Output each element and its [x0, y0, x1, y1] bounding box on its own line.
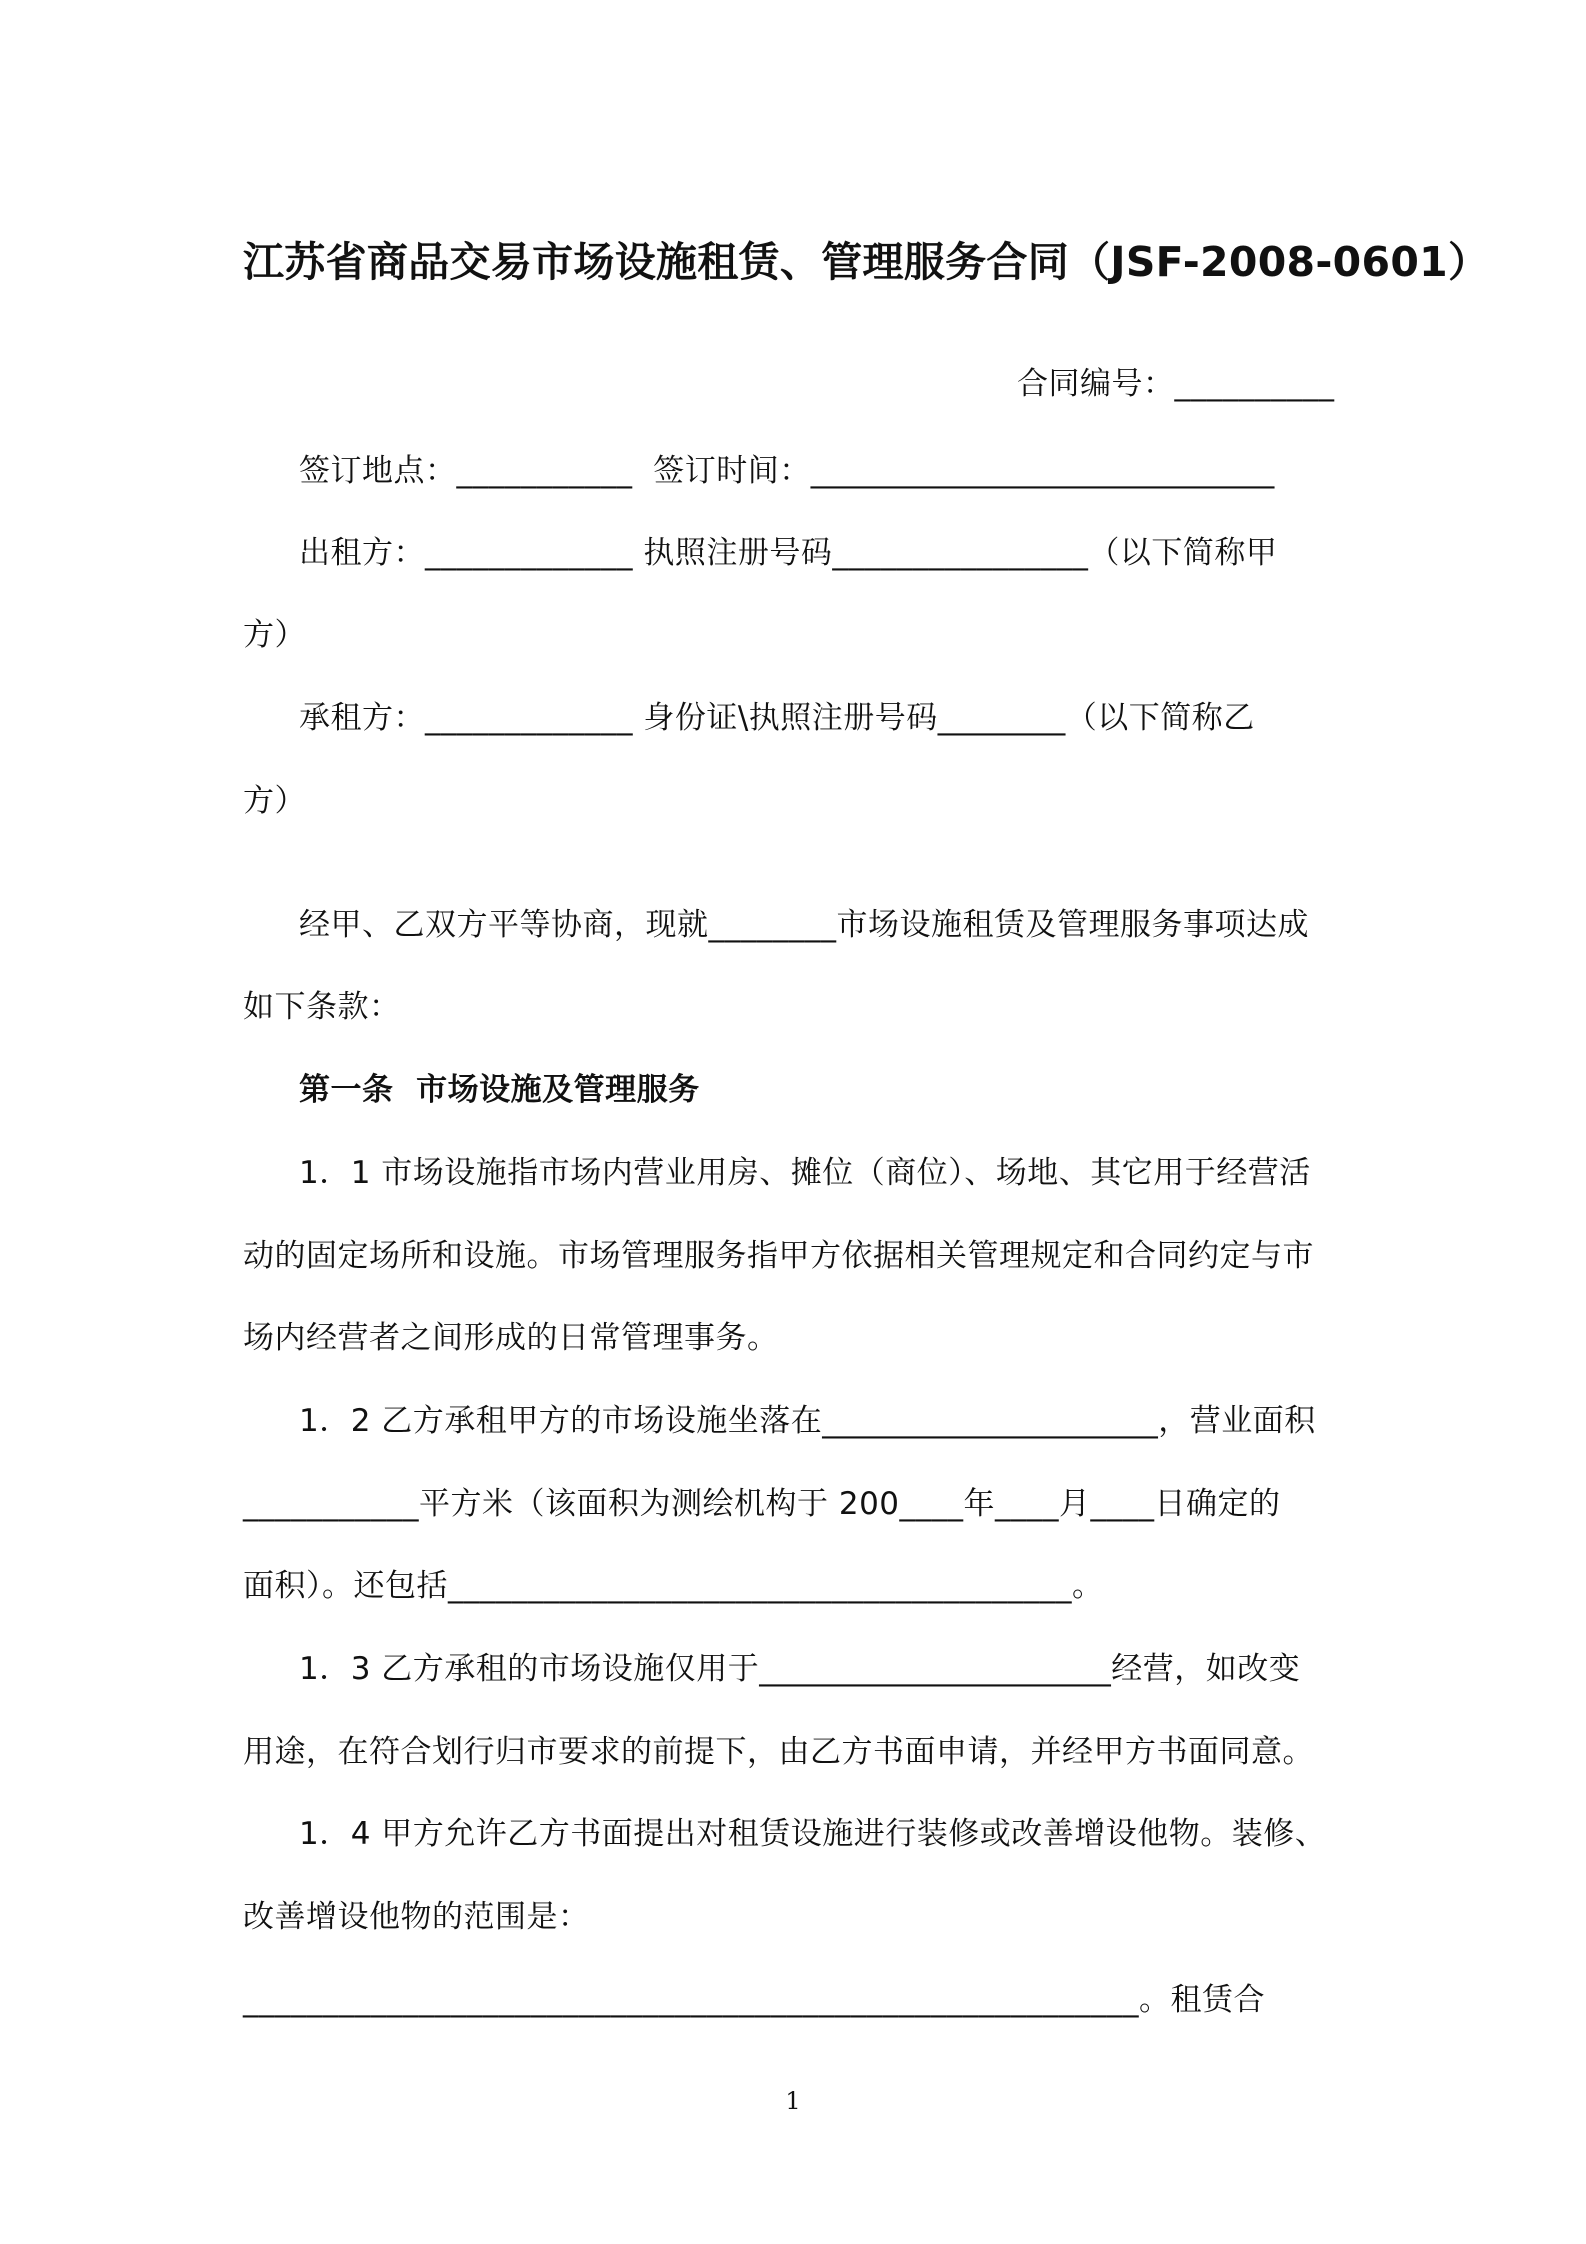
contract-number: 合同编号：__________ — [1017, 366, 1335, 402]
clause-line: 场内经营者之间形成的日常管理事务。 — [243, 1320, 779, 1356]
clause-line: 1．4 甲方允许乙方书面提出对租赁设施进行装修或改善增设他物。装修、 — [299, 1816, 1327, 1852]
lessor-line: 出租方：_____________ 执照注册号码________________（以下简称甲 — [299, 535, 1278, 571]
clause-line: ________________________________________________________。租赁合 — [243, 1982, 1265, 2018]
lessee-line: 承租方：_____________ 身份证\执照注册号码________（以下简称乙 — [299, 700, 1255, 736]
article-heading: 第一条 市场设施及管理服务 — [299, 1072, 700, 1108]
clause-line: 动的固定场所和设施。市场管理服务指甲方依据相关管理规定和合同约定与市 — [243, 1238, 1314, 1274]
clause-line: 1．2 乙方承租甲方的市场设施坐落在_____________________，营业面积 — [299, 1403, 1316, 1439]
lessee-suffix: 方） — [243, 783, 306, 819]
intro-line: 经甲、乙双方平等协商，现就________市场设施租赁及管理服务事项达成 — [299, 907, 1309, 943]
clause-line: 改善增设他物的范围是： — [243, 1899, 590, 1935]
page-number: 1 — [785, 2087, 801, 2115]
lessor-suffix: 方） — [243, 617, 306, 653]
intro-line: 如下条款： — [243, 989, 401, 1025]
document-title: 江苏省商品交易市场设施租赁、管理服务合同（JSF-2008-0601） — [243, 238, 1490, 286]
clause-line: 1．3 乙方承租的市场设施仅用于______________________经营，如改变 — [299, 1651, 1301, 1687]
clause-line: 用途，在符合划行归市要求的前提下，由乙方书面申请，并经甲方书面同意。 — [243, 1734, 1314, 1770]
sign-place-and-time: 签订地点：___________ 签订时间：_____________________________ — [299, 453, 1275, 489]
clause-line: 面积）。还包括_______________________________________。 — [243, 1568, 1104, 1604]
clause-line: 1．1 市场设施指市场内营业用房、摊位（商位）、场地、其它用于经营活 — [299, 1155, 1311, 1191]
clause-line: ___________平方米（该面积为测绘机构于 200____年____月____日确定的 — [243, 1486, 1281, 1522]
